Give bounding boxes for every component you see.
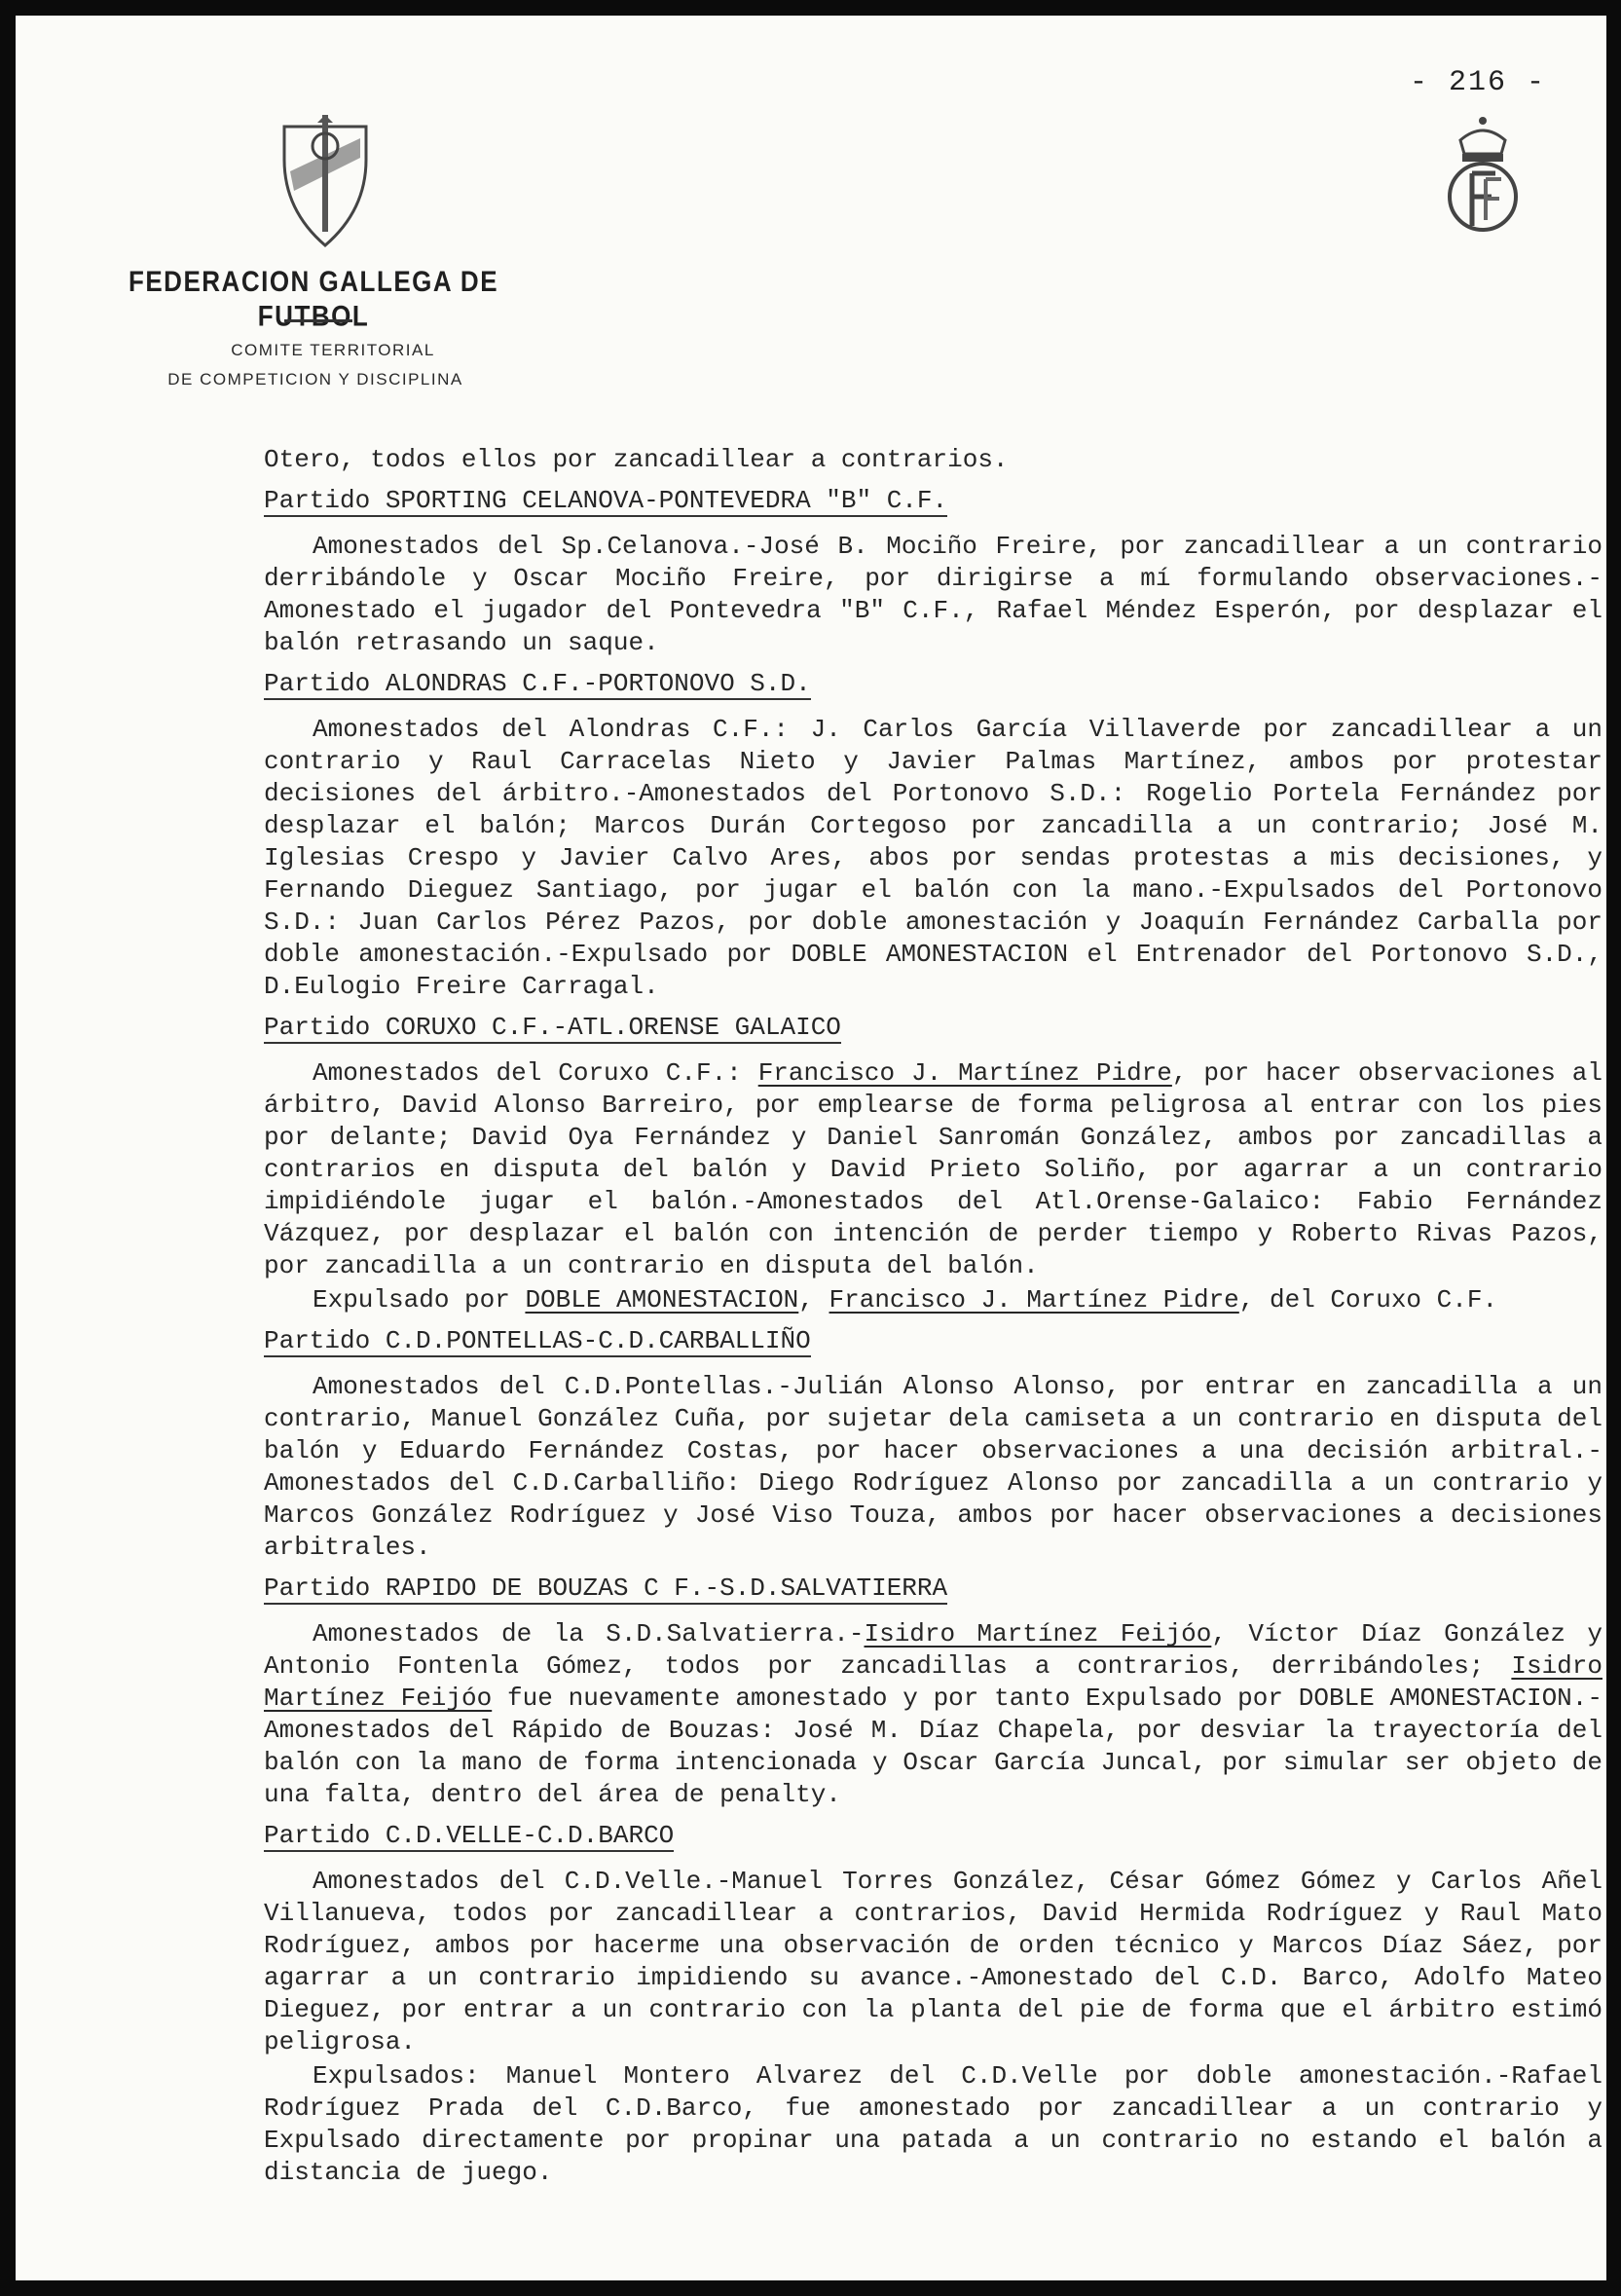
page-number: - 216 - — [1409, 66, 1546, 99]
underlined-name: Isidro Martínez Feijóo — [864, 1619, 1212, 1648]
match-report: Amonestados del Sp.Celanova.-José B. Mociño Freire, por zancadillear a un contrario derribándole y Oscar Mociño Freire, por dirigirse a mí formulando observaciones.-Amonestado el jugador del Pontevedra "B" C.F., Rafael Méndez Esperón, por desplazar el balón retrasando un saque. — [264, 532, 1603, 657]
underlined-name: Isidro Martínez Feijóo — [264, 1651, 1603, 1713]
match-report: Amonestados del C.D.Velle.-Manuel Torres González, César Gómez Gómez y Carlos Añel Villanueva, todos por zancadillear a contrarios, David Hermida Rodríguez y Raul Mato Rodríguez, ambos por hacerme una observación de orden técnico y Marcos Díaz Sáez, por agarrar a un contrario impidiendo su avance.-Amonestado del C.D. Barco, Adolfo Mateo Dieguez, por entrar a un contrario con la planta del pie de forma que el árbitro estimó peligrosa. — [264, 1867, 1603, 2056]
federation-shield-logo — [280, 113, 370, 249]
committee-line-2: DE COMPETICION Y DISCIPLINA — [167, 370, 463, 389]
expulsion-line: Expulsado por DOBLE AMONESTACION, Francisco J. Martínez Pidre, del Coruxo C.F. — [313, 1285, 1498, 1315]
federation-title: FEDERACION GALLEGA DE FUTBOL — [128, 264, 499, 333]
underlined-name: Francisco J. Martínez Pidre — [829, 1285, 1239, 1315]
document-page — [16, 16, 1606, 2280]
match-report: Amonestados del Alondras C.F.: J. Carlos García Villaverde por zancadillear a un contrario y Raul Carracelas Nieto y Javier Palmas Martínez, ambos por protestar decisiones del árbitro.-Amonestados del Portonovo S.D.: Rogelio Portela Fernández por desplazar el balón; Marcos Durán Cortegoso por zancadilla a un contrario; José M. Iglesias Crespo y Javier Calvo Ares, abos por sendas protestas a mis decisiones, y Fernando Dieguez Santiago, por jugar el balón con la mano.-Expulsados del Portonovo S.D.: Juan Carlos Pérez Pazos, por doble amonestación y Joaquín Fernández Carballa por doble amonestación.-Expulsado por DOBLE AMONESTACION el Entrenador del Portonovo S.D., D.Eulogio Freire Carragal. — [264, 715, 1603, 1001]
match-report: Amonestados de la S.D.Salvatierra.-Isidro Martínez Feijóo, Víctor Díaz González y Antonio Fontenla Gómez, todos por zancadillas a contrarios, derribándoles; Isidro Martínez Feijóo fue nuevamente amonestado y por tanto Expulsado por DOBLE AMONESTACION.-Amonestados del Rápido de Bouzas: José M. Díaz Chapela, por desviar la trayectoría del balón con la mano de forma intencionada y Oscar García Juncal, por simular ser objeto de una falta, dentro del área de penalty. — [264, 1619, 1603, 1809]
match-heading: Partido C.D.VELLE-C.D.BARCO — [264, 1821, 675, 1850]
match-heading: Partido RAPIDO DE BOUZAS C F.-S.D.SALVATIERRA — [264, 1574, 948, 1603]
match-report: Amonestados del C.D.Pontellas.-Julián Alonso Alonso, por entrar en zancadilla a un contrario, Manuel González Cuña, por sujetar dela camiseta a un contrario en disputa del balón y Eduardo Fernández Costas, por hacer observaciones a una decisión arbitral.-Amonestados del C.D.Carballiño: Diego Rodríguez Alonso por zancadilla a un contrario y Marcos González Rodríguez y José Viso Touza, ambos por hacer observaciones a decisiones arbitrales. — [264, 1372, 1603, 1562]
header-divider — [284, 319, 352, 322]
underlined-name: Francisco J. Martínez Pidre — [757, 1058, 1172, 1088]
committee-line-1: COMITE TERRITORIAL — [231, 341, 435, 359]
match-heading: Partido CORUXO C.F.-ATL.ORENSE GALAICO — [264, 1013, 841, 1042]
intro-line: Otero, todos ellos por zancadillear a contrarios. — [264, 445, 1009, 474]
underlined-reason: DOBLE AMONESTACION — [525, 1285, 799, 1315]
match-report: Amonestados del Coruxo C.F.: Francisco J. Martínez Pidre, por hacer observaciones al árbitro, David Alonso Barreiro, por emplearse de forma peligrosa al entrar con los pies por delante; David Oya Fernández y Daniel Sanromán González, ambos por zancadillas a contrarios en disputa del balón y David Prieto Soliño, por agarrar a un contrario impidiéndole jugar el balón.-Amonestados del Atl.Orense-Galaico: Fabio Fernández Vázquez, por desplazar el balón con intención de perder tiempo y Roberto Rivas Pazos, por zancadilla a un contrario en disputa del balón. — [264, 1058, 1603, 1280]
match-heading: Partido ALONDRAS C.F.-PORTONOVO S.D. — [264, 669, 811, 698]
match-heading: Partido SPORTING CELANOVA-PONTEVEDRA "B" C.F. — [264, 486, 948, 515]
match-heading: Partido C.D.PONTELLAS-C.D.CARBALLIÑO — [264, 1326, 811, 1355]
document-body — [264, 444, 1603, 2189]
expulsion-line: Expulsados: Manuel Montero Alvarez del C.D.Velle por doble amonestación.-Rafael Rodríguez Prada del C.D.Barco, fue amonestado por zancadillear a un contrario y Expulsado directamente por propinar una patada a un contrario no estando el balón a distancia de juego. — [264, 2061, 1603, 2187]
royal-crown-crest-logo — [1443, 111, 1523, 236]
